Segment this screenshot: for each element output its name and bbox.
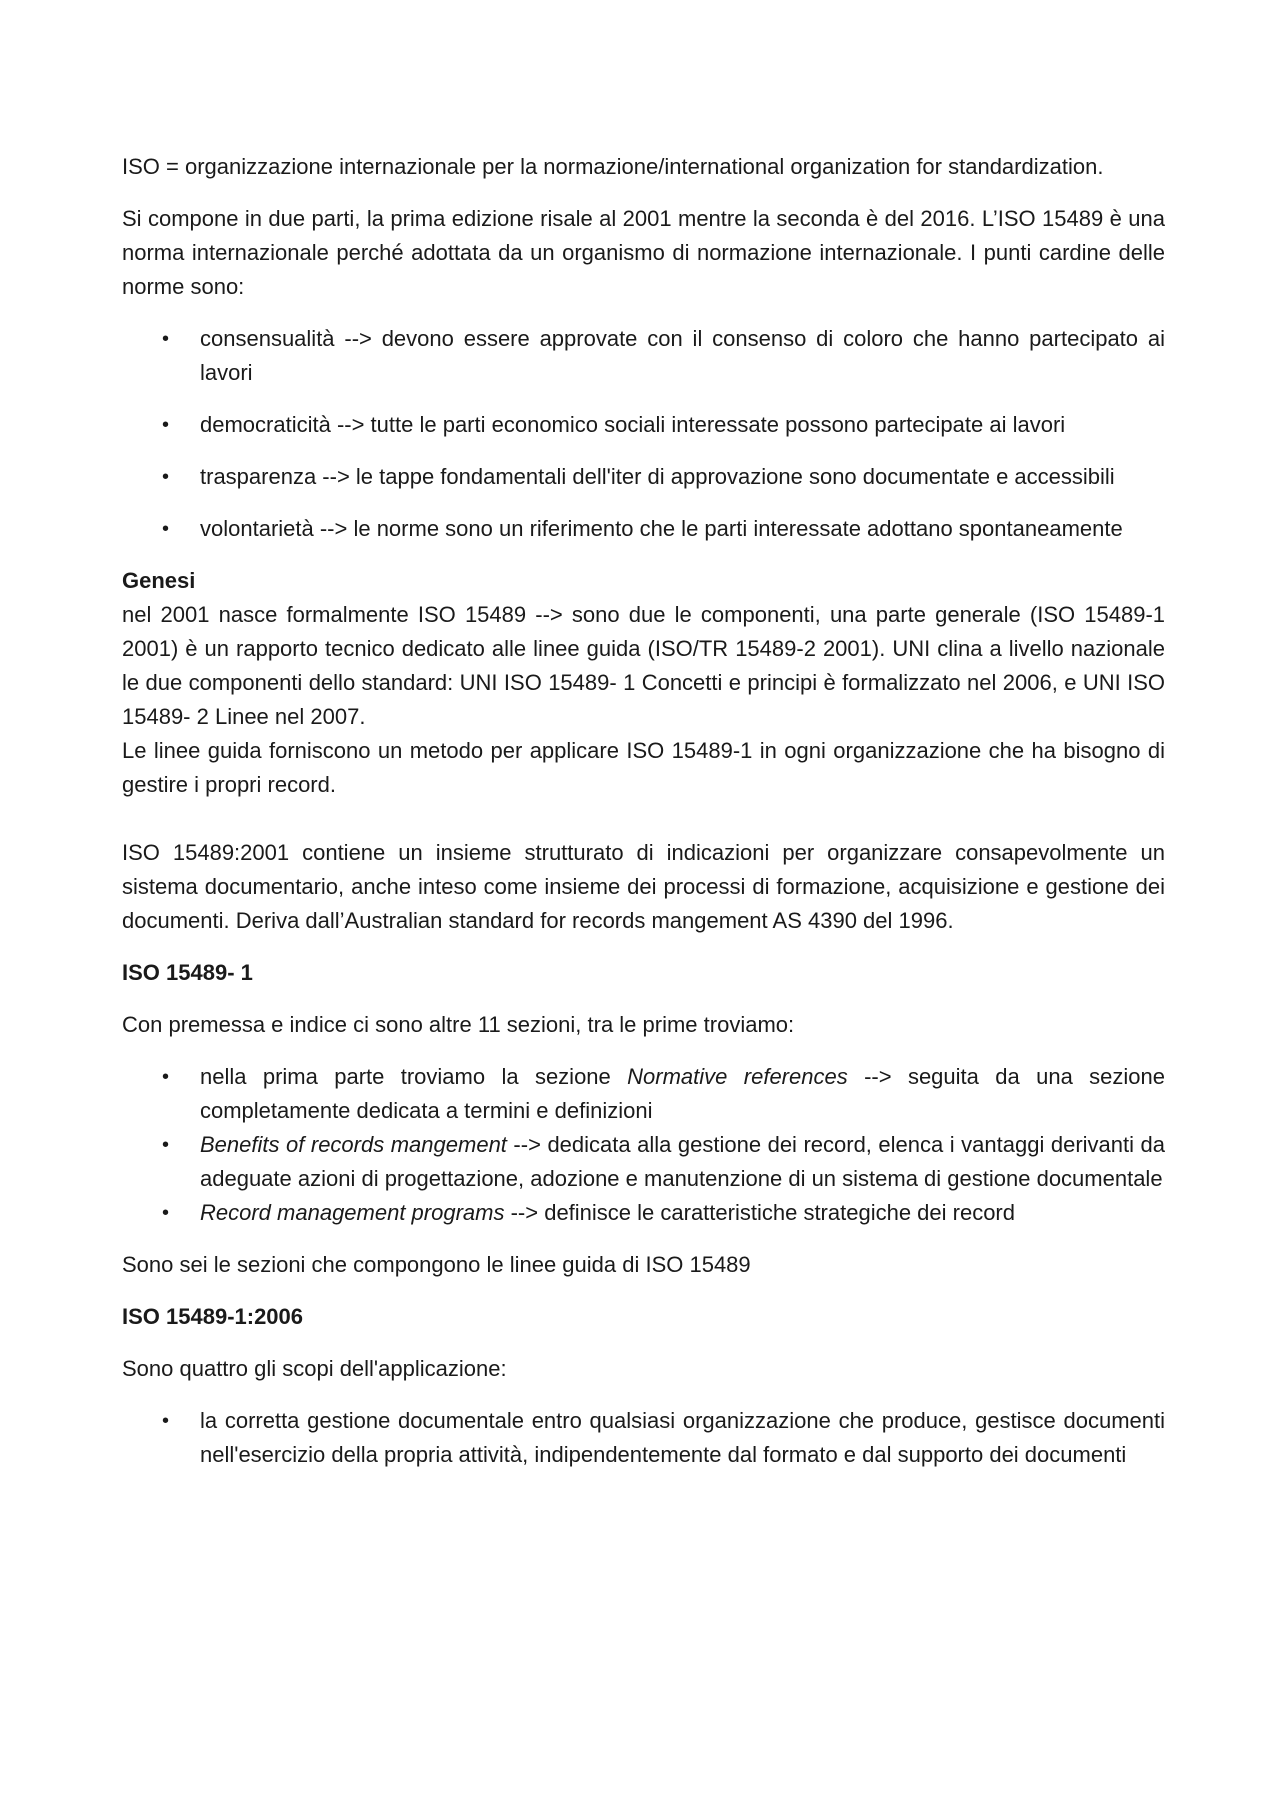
list-item-text: la corretta gestione documentale entro qualsiasi organizzazione che produce, gestisce documenti nell'esercizio della propria attività, indipendentemente dal formato e dal supporto dei documenti: [200, 1408, 1165, 1467]
iso2006-scopes-list: [122, 1404, 1165, 1472]
bullet-icon: •: [162, 518, 170, 540]
bullet-icon: •: [162, 1202, 170, 1224]
iso1-sections-list: [122, 1060, 1165, 1230]
list-item-suffix: --> definisce le caratteristiche strategiche dei record: [504, 1200, 1015, 1225]
list-item: [122, 460, 1165, 494]
principles-list: [122, 322, 1165, 546]
iso1-closing: Sono sei le sezioni che compongono le linee guida di ISO 15489: [122, 1252, 751, 1277]
list-item: [122, 408, 1165, 442]
bullet-icon: •: [162, 1134, 170, 1156]
list-item: [122, 1404, 1165, 1472]
list-item-italic: Record management programs: [200, 1200, 505, 1225]
list-item: [122, 1060, 1165, 1128]
list-item: [122, 1128, 1165, 1196]
list-item-text: trasparenza --> le tappe fondamentali dell'iter di approvazione sono documentate e accessibili: [200, 464, 1115, 489]
list-item: [122, 1196, 1165, 1230]
genesi-paragraph-2: Le linee guida forniscono un metodo per applicare ISO 15489-1 in ogni organizzazione che ha bisogno di gestire i propri record.: [122, 738, 1165, 797]
list-item-suffix: --> dedicata alla gestione dei record, elenca i vantaggi derivanti da adeguate azioni di progettazione, adozione e manutenzione di un sistema di gestione documentale: [200, 1132, 1166, 1191]
list-item-text: democraticità --> tutte le parti economico sociali interessate possono partecipate ai lavori: [200, 412, 1066, 437]
list-item-italic: Benefits of records mangement: [200, 1132, 507, 1157]
document-page: [122, 150, 1165, 1490]
intro-definition: ISO = organizzazione internazionale per la normazione/international organization for standardization.: [122, 154, 1104, 179]
section-heading-iso-15489-1-2006: ISO 15489-1:2006: [122, 1304, 304, 1329]
bullet-icon: •: [162, 466, 170, 488]
blank-line: [122, 802, 1165, 836]
iso2006-intro: Sono quattro gli scopi dell'applicazione:: [122, 1356, 507, 1381]
intro-composition: Si compone in due parti, la prima edizione risale al 2001 mentre la seconda è del 2016. L’ISO 15489 è una norma internazionale perché adottata da un organismo di normazione internazionale. I punti cardine delle norme sono:: [122, 206, 1165, 299]
bullet-icon: •: [162, 1066, 170, 1088]
list-item-italic: Normative references: [627, 1064, 848, 1089]
section-heading-iso-15489-1: ISO 15489- 1: [122, 960, 253, 985]
list-item: [122, 512, 1165, 546]
list-item-text: consensualità --> devono essere approvate con il consenso di coloro che hanno partecipato ai lavori: [200, 326, 1165, 385]
list-item: [122, 322, 1165, 390]
list-item-suffix: --> seguita da una sezione completamente dedicata a termini e definizioni: [200, 1064, 1165, 1123]
genesi-paragraph-1: nel 2001 nasce formalmente ISO 15489 --> sono due le componenti, una parte generale (ISO 15489-1 2001) è un rapporto tecnico dedicato alle linee guida (ISO/TR 15489-2 2001). UNI clina a livello nazionale le due componenti dello standard: UNI ISO 15489- 1 Concetti e principi è formalizzato nel 2006, e UNI ISO 15489- 2 Linee nel 2007.: [122, 602, 1165, 729]
section-heading-genesi: Genesi: [122, 568, 196, 593]
bullet-icon: •: [162, 1410, 170, 1432]
bullet-icon: •: [162, 328, 170, 350]
iso2001-paragraph: ISO 15489:2001 contiene un insieme strutturato di indicazioni per organizzare consapevolmente un sistema documentario, anche inteso come insieme dei processi di formazione, acquisizione e gestione dei documenti. Deriva dall’Australian standard for records mangement AS 4390 del 1996.: [122, 840, 1165, 933]
iso1-intro: Con premessa e indice ci sono altre 11 sezioni, tra le prime troviamo:: [122, 1012, 795, 1037]
list-item-prefix: nella prima parte troviamo la sezione: [200, 1064, 628, 1089]
bullet-icon: •: [162, 414, 170, 436]
list-item-text: volontarietà --> le norme sono un riferimento che le parti interessate adottano spontaneamente: [200, 516, 1123, 541]
